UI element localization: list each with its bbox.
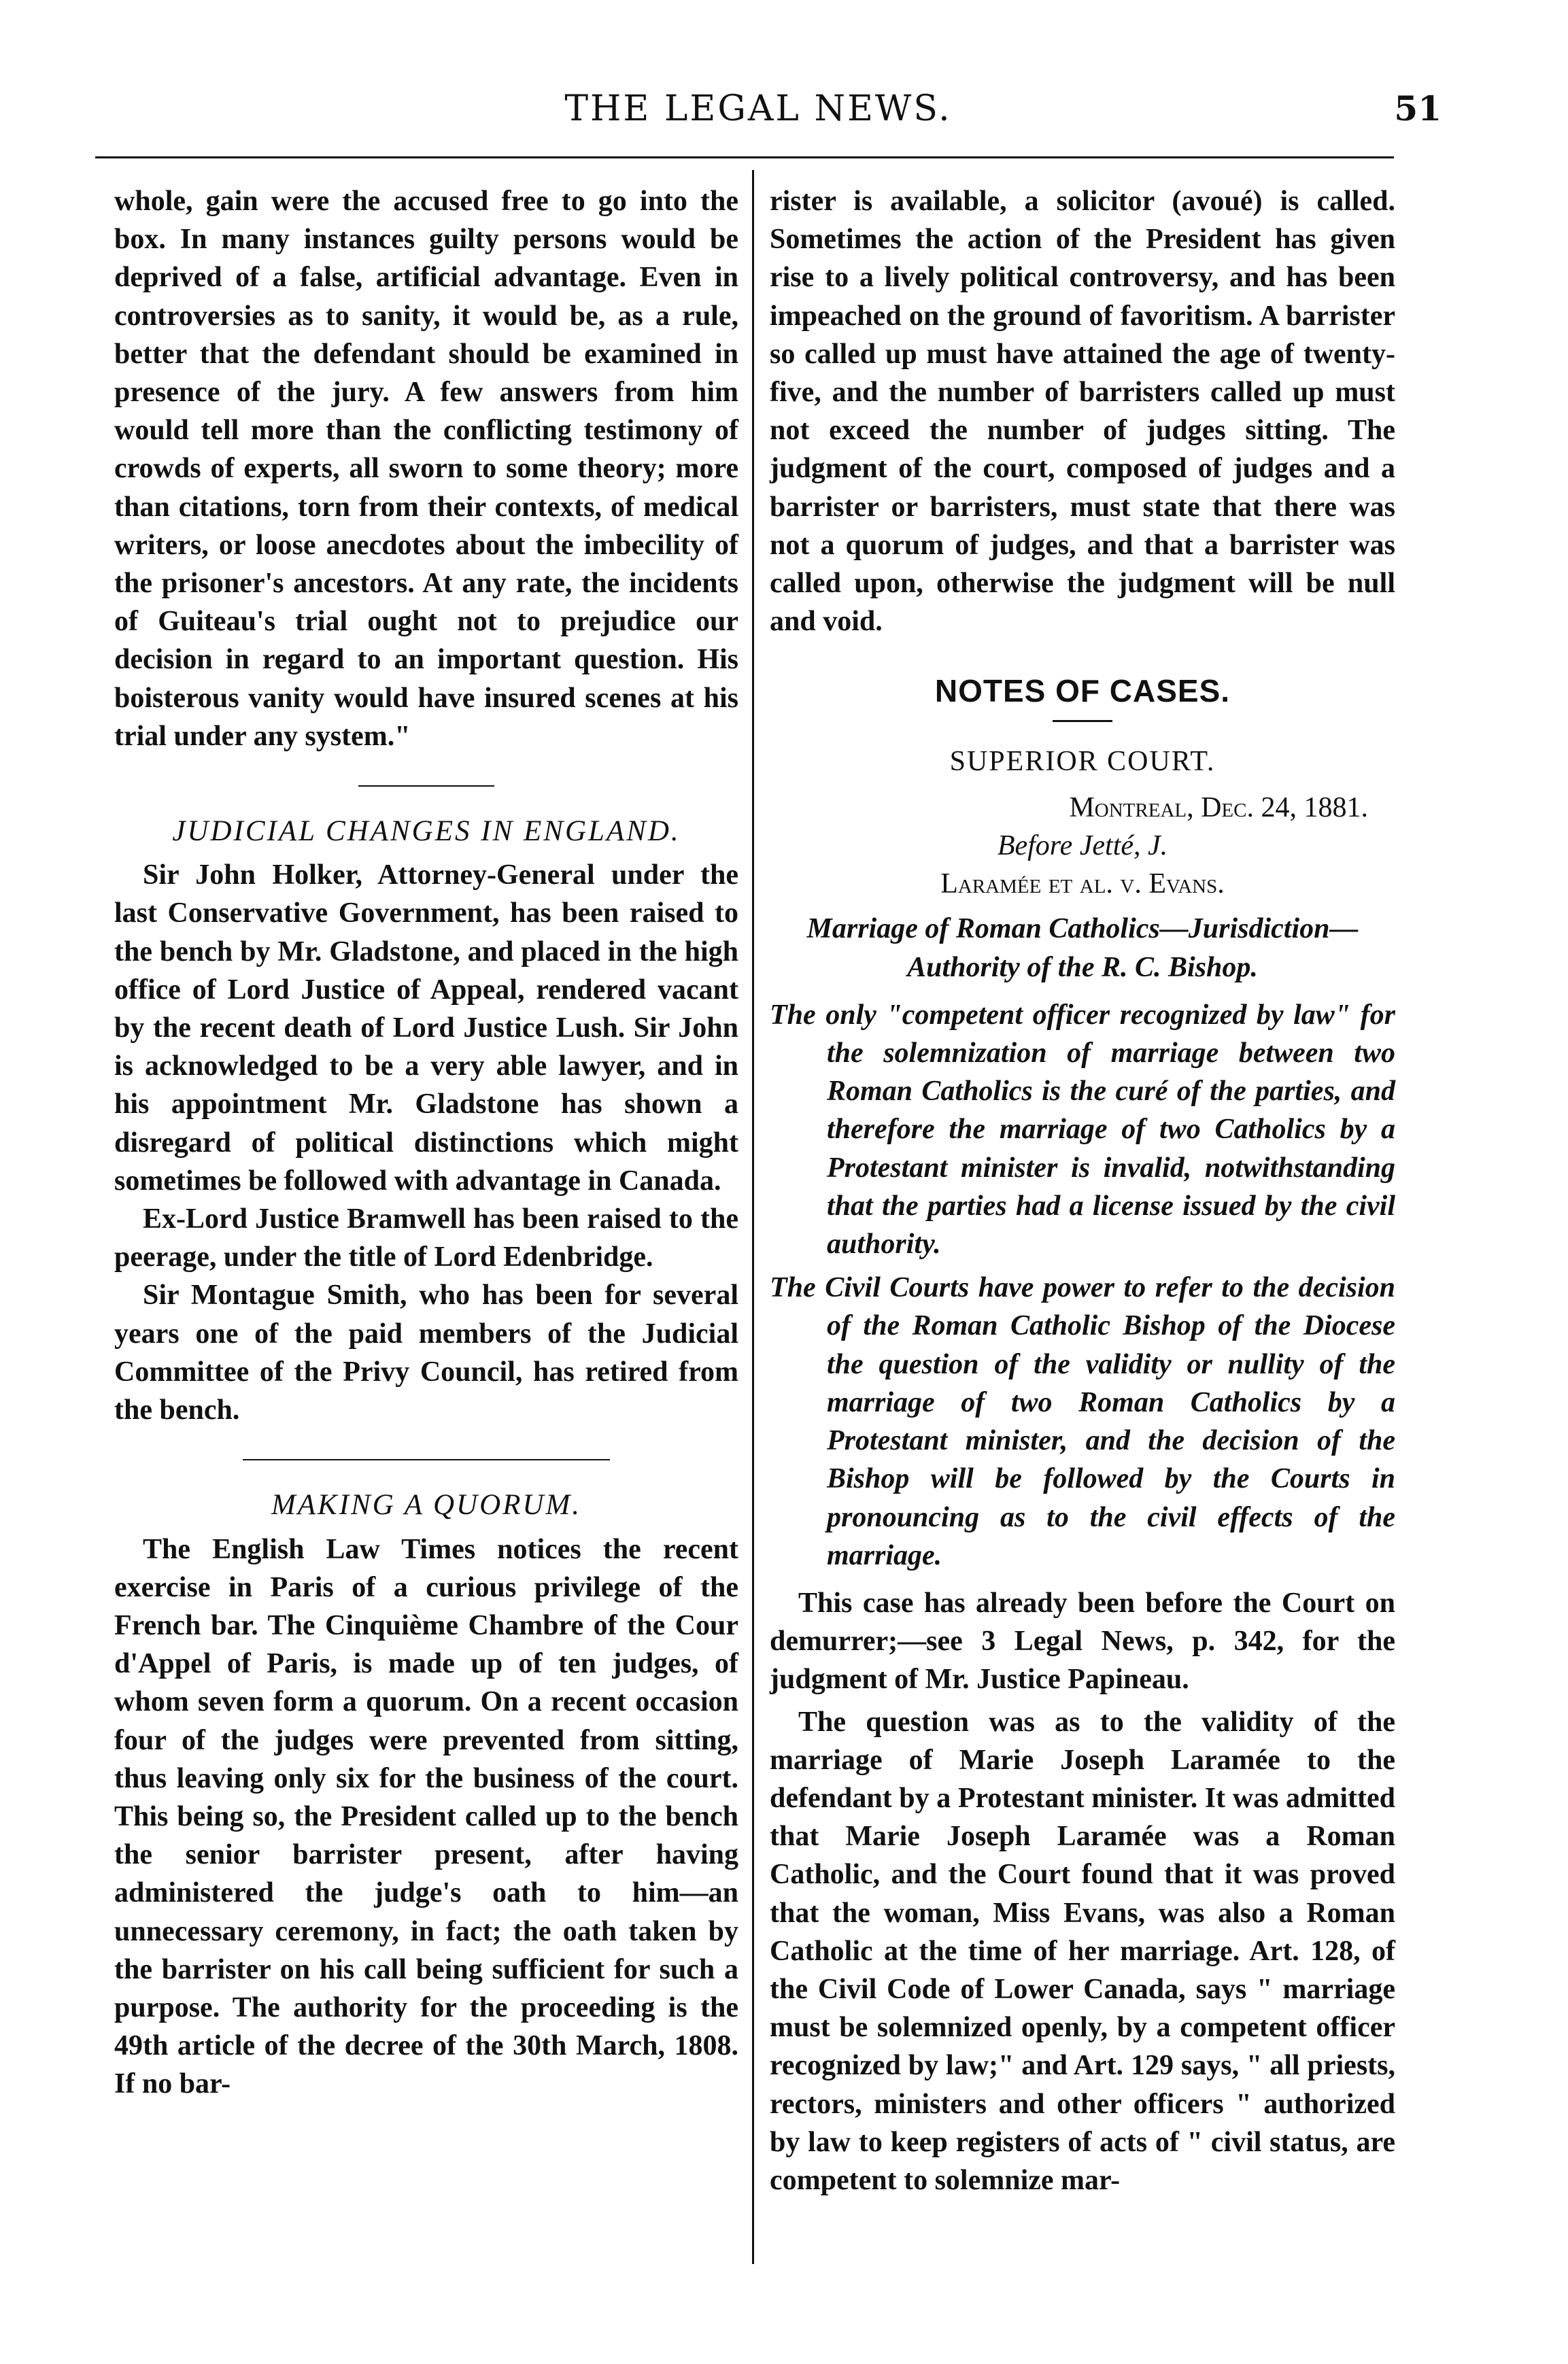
case-holding: The only "competent officer recognized by law" for the solemnization of marriage between two Roman Catholics is the curé of the parties, and therefore the marriage of two Catholics by a Protestant minister is invalid, notwithstanding that the parties had a license issued by the civil authority. — [770, 999, 1395, 1261]
case-dateline: Montreal, Dec. 24, 1881. — [1069, 791, 1368, 823]
notes-rule — [1053, 720, 1112, 722]
case-paragraph: The question was as to the validity of the marriage of Marie Joseph Laramée to the defendant by a Protestant minister. It was admitted that Marie Joseph Laramée was a Roman Catholic, and the Court found that it was proved that the woman, Miss Evans, was also a Roman Catholic at the time of her marriage. Art. 128, of the Civil Code of Lower Canada, says " marriage must be solemnized openly, by a competent officer recognized by law;" and Art. 129 says, " all priests, rectors, ministers and other officers " authorized by law to keep registers of acts of " civil status, are competent to solemnize mar- — [770, 1706, 1395, 2196]
right-column — [770, 182, 1395, 2199]
judicial-paragraph: Ex-Lord Justice Bramwell has been raised to the peerage, under the title of Lord Edenbridge. — [114, 1203, 738, 1273]
case-subject: Marriage of Roman Catholics—Jurisdiction—Authority of the R. C. Bishop. — [806, 913, 1359, 983]
page-header — [95, 82, 1442, 143]
page-number: 51 — [1394, 88, 1442, 129]
court-name: SUPERIOR COURT. — [949, 745, 1216, 777]
header-rule — [95, 156, 1394, 158]
judicial-paragraph: Sir Montague Smith, who has been for several years one of the paid members of the Judicial Committee of the Privy Council, has retired from the bench. — [114, 1280, 738, 1426]
making-quorum-title: MAKING A QUORUM. — [271, 1489, 582, 1522]
case-judge: Before Jetté, J. — [997, 830, 1168, 862]
continuation-paragraph: whole, gain were the accused free to go into the box. In many instances guilty persons would be deprived of a false, artificial advantage. Even in controversies as to sanity, it would be, as a rule, better that the defendant should be examined in presence of the jury. A few answers from him would tell more than the conflicting testimony of crowds of experts, all sworn to some theory; more than citations, torn from their contexts, of medical writers, or loose anecdotes about the imbecility of the prisoner's ancestors. At any rate, the incidents of Guiteau's trial ought not to prejudice our decision in regard to an important question. His boisterous vanity would have insured scenes at his trial under any system." — [114, 186, 738, 752]
quorum-paragraph: The English Law Times notices the recent exercise in Paris of a curious privilege of the French bar. The Cinquième Chambre of the Cour d'Appel of Paris, is made up of ten judges, of whom seven form a quorum. On a recent occasion four of the judges were prevented from sitting, thus leaving only six for the business of the court. This being so, the President called up to the bench the senior barrister present, after having administered the judge's oath to him—an unnecessary ceremony, in fact; the oath taken by the barrister on his call being sufficient for such a purpose. The authority for the proceeding is the 49th article of the decree of the 30th March, 1808. If no bar- — [114, 1533, 738, 2100]
judicial-paragraph: Sir John Holker, Attorney-General under the last Conservative Government, has been raised to the bench by Mr. Gladstone, and placed in the high office of Lord Justice of Appeal, rendered vacant by the recent death of Lord Justice Lush. Sir John is acknowledged to be a very able lawyer, and in his appointment Mr. Gladstone has shown a disregard of political distinctions which might sometimes be followed with advantage in Canada. — [114, 859, 738, 1197]
notes-of-cases-title: NOTES OF CASES. — [934, 673, 1231, 709]
judicial-changes-title: JUDICIAL CHANGES IN ENGLAND. — [172, 815, 681, 848]
quorum-continued-paragraph: rister is available, a solicitor (avoué) is called. Sometimes the action of the President has given rise to a lively political controversy, and has been impeached on the ground of favoritism. A barrister so called up must have attained the age of twenty-five, and the number of barristers called up must not exceed the number of judges sitting. The judgment of the court, composed of judges and a barrister or barristers, must state that there was not a quorum of judges, and that a barrister was called upon, otherwise the judgment will be null and void. — [770, 186, 1395, 638]
section-divider — [358, 785, 494, 787]
case-paragraph: This case has already been before the Court on demurrer;—see 3 Legal News, p. 342, for the judgment of Mr. Justice Papineau. — [770, 1587, 1395, 1696]
case-holding: The Civil Courts have power to refer to the decision of the Roman Catholic Bishop of the Diocese the question of the validity or nullity of the marriage of two Roman Catholics by a Protestant minister, and the decision of the Bishop will be followed by the Courts in pronouncing as to the civil effects of the marriage. — [770, 1272, 1395, 1571]
column-divider — [752, 170, 754, 2264]
left-column — [114, 182, 738, 2104]
case-parties: Laramée et al. v. Evans. — [940, 868, 1225, 900]
section-divider — [243, 1459, 610, 1460]
journal-title: THE LEGAL NEWS. — [564, 88, 952, 129]
